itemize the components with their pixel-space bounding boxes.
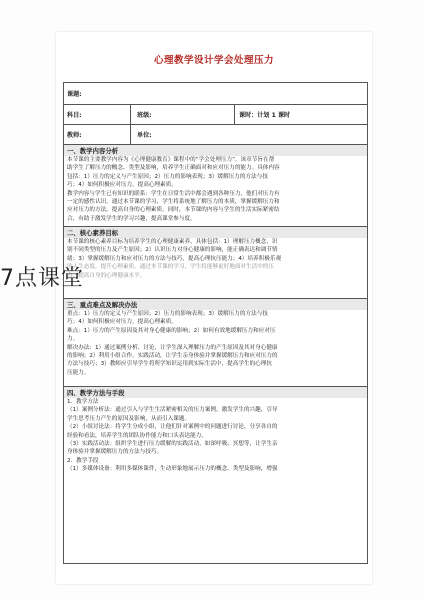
section4-line: 学生思考压力产生的原因及影响，从而引入课题。	[67, 415, 191, 422]
section3-line: 解决办法：1）通过案例分析、讨论，让学生深入理解压力的产生原因及其对身心健康	[67, 344, 278, 351]
section3-line: 方法与技巧；3）教师应引导学生将所学知识运用到实际生活中，提高学生的心理抗	[67, 361, 272, 368]
section4-line: （1）案例分析法：通过引入与学生生活紧密相关的压力案例，激发学生的兴趣，引导	[67, 407, 278, 414]
subject-label: 科目:	[67, 112, 82, 119]
section3-line: 力。	[67, 336, 79, 343]
section1-line: 应对压力的方法，提高自身的心理素质。同时，本节课的内容与学生的生活实际紧密结	[67, 207, 280, 214]
section1-line: 一定的感性认识。通过本节课的学习，学生将系统地了解压力的本质，掌握缓解压力和	[67, 199, 280, 206]
section3-line: 难点：1）压力的产生原因及其对身心健康的影响；2）如何有效地缓解压力和应对压	[67, 327, 276, 334]
unit-label: 单位:	[137, 132, 152, 139]
grade-label: 班级:	[137, 112, 152, 119]
section2-body	[64, 237, 367, 299]
section2-heading-row	[64, 227, 367, 237]
subject-row	[64, 105, 367, 125]
topic-label: 课题:	[67, 91, 82, 98]
section3-heading: 三、重点难点及解决办法	[64, 299, 367, 310]
section1-line: 包括：1）压力的定义与产生原因；2）压力的影响表现；3）缓解压力的方法与技	[67, 173, 268, 180]
section4-line: （3）实践活动法：组织学生进行压力缓解的实践活动，如深呼吸、冥想等，让学生亲	[67, 441, 278, 448]
section4-line: 经验和看法，培养学生的团队协作能力和口头表达能力。	[67, 432, 207, 439]
section1-line: 助学生了解压力的概念、类型及影响，培养学生正确面对和应对压力的能力。具体内容	[67, 165, 280, 172]
watermark-overlay-text: 7点课堂	[0, 266, 84, 291]
section3-body	[64, 309, 367, 387]
section4-line: 2．教学手段	[67, 457, 99, 464]
section1-heading: 一、教学内容分析	[64, 145, 367, 156]
section3-line: 巧；4）如何积极应对压力，提高心理素质。	[67, 319, 177, 326]
lesson-plan-table	[63, 82, 368, 564]
section2-line: 绪；3）掌握缓解压力和应对压力的方法与技巧，提高心理抗压能力；4）培养积极乐观	[67, 255, 282, 262]
section4-line: 1．教学方法	[67, 399, 99, 405]
section3-line: 重点：1）压力的定义与产生原因；2）压力的影响表现；3）缓解压力的方法与技	[67, 311, 268, 317]
section2-line: 力，提高自身的心理健康水平。	[67, 272, 146, 279]
period-label: 课时：计划 1 课时	[239, 112, 291, 119]
section1-body	[64, 155, 367, 227]
section1-line: 教学内容与学生已有知识的联系：学生在日常生活中都会遇到各种压力，他们对压力有	[67, 190, 280, 197]
teacher-row	[64, 125, 367, 145]
section4-body	[64, 397, 367, 563]
section3-line: 压能力。	[67, 369, 90, 376]
section1-heading-row	[64, 145, 367, 155]
section3-line: 的影响；2）利用小组合作、实践活动，让学生亲身体验并掌握缓解压力和应对压力的	[67, 353, 278, 360]
topic-row	[64, 83, 367, 105]
section4-heading-row	[64, 387, 367, 397]
section2-line: 别不同类型的压力及产生原因；2）认识压力对身心健康的影响，能正确表达和调节情	[67, 247, 278, 254]
teacher-label: 教师:	[67, 132, 82, 139]
section2-heading: 二、核心素养目标	[64, 227, 367, 238]
section1-line: 巧；4）如何积极应对压力，提高心理素质。	[67, 182, 177, 189]
document-title: 心理教学设计学会处理压力	[153, 55, 274, 66]
section1-line: 合，有助于激发学生的学习兴趣，提高课堂参与度。	[67, 215, 196, 222]
section4-heading: 四、教学方法与手段	[64, 387, 367, 398]
section2-line: 的人生态度，提升心理素质。通过本节课的学习，学生将能够更好地面对生活中的压	[67, 264, 274, 271]
section4-line: （1）多媒体设备：利用多媒体课件，生动形象地展示压力的概念、类型及影响，增强	[67, 466, 278, 473]
section4-line: （2）小组讨论法：将学生分成小组，让他们针对案例中的问题进行讨论，分享各自的	[67, 424, 278, 431]
section3-heading-row	[64, 299, 367, 309]
section4-line: 身体验并掌握缓解压力的方法与技巧。	[67, 449, 163, 456]
section2-line: 本节课的核心素养目标为培养学生的心理健康素养，具体包括：1）理解压力概念，识	[67, 239, 278, 245]
section1-line: 本节课的主要教学内容为《心理健康教育》课程中的“学会处理压力”。该章节旨在帮	[67, 157, 275, 163]
